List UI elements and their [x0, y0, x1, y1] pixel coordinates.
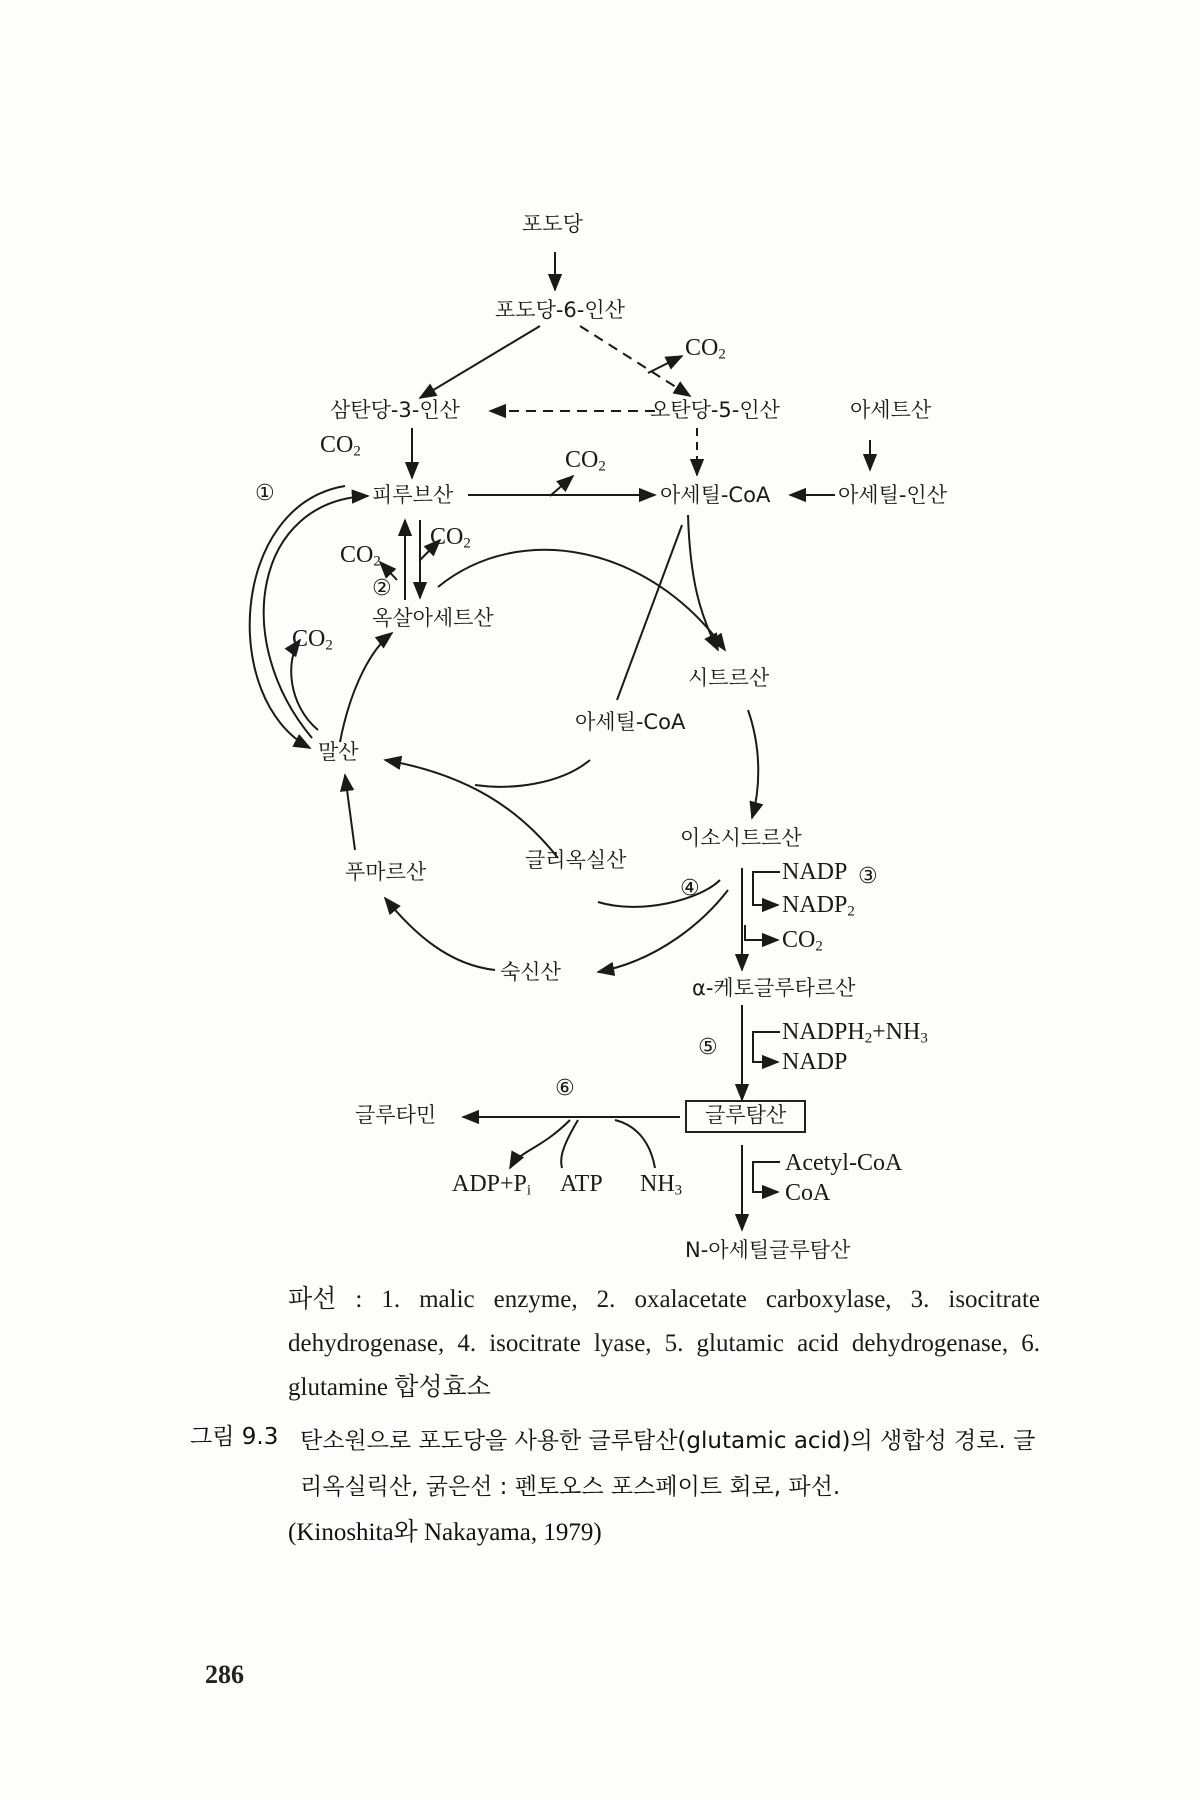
- cofactor-acetyl-coa: Acetyl-CoA: [785, 1150, 903, 1176]
- node-acetylcoa-mid: 아세틸-CoA: [575, 710, 686, 734]
- node-acetylcoa-top: 아세틸-CoA: [660, 483, 771, 507]
- co2-label-oaa-in: $CO_2$: [340, 542, 381, 570]
- figure-reference: (Kinoshita와 Nakayama, 1979): [288, 1519, 602, 1546]
- line-acetylcoa-malate: [475, 760, 590, 787]
- enzyme-marker-3: ③: [858, 864, 878, 889]
- arrow-co2-g6p: [648, 356, 682, 373]
- node-pyruvate: 피루브산: [372, 483, 454, 507]
- node-glutamate: 글루탐산: [685, 1100, 806, 1133]
- node-pentose: 오탄당-5-인산: [650, 398, 780, 422]
- enzyme-marker-4: ④: [680, 876, 700, 901]
- node-succinate: 숙신산: [500, 960, 561, 984]
- arrow-citrate-isocitrate: [748, 710, 758, 818]
- arrow-g6p-g3p: [420, 326, 540, 398]
- node-malate: 말산: [318, 740, 359, 764]
- co2-label-oaa-out: $CO_2$: [430, 524, 471, 552]
- cofactor-nadph2-nh3: $NADPH_2+NH_3$: [782, 1019, 928, 1047]
- node-akg: α-케토글루타르산: [692, 976, 856, 1000]
- arrow-fumarate-malate: [345, 775, 355, 850]
- arrow-succinate-fumarate: [385, 898, 495, 970]
- cofactor-nadp-out: NADP: [782, 1049, 848, 1075]
- co2-label-g6p: $CO_2$: [685, 335, 726, 363]
- arrow-oaa-citrate: [438, 550, 725, 650]
- enzyme-marker-1: ①: [255, 481, 275, 506]
- node-oxaloacetate: 옥살아세트산: [372, 606, 494, 630]
- node-n-acetylglutamate: N-아세틸글루탐산: [685, 1238, 851, 1262]
- dashed-line-notes: 파선 : 1. malic enzyme, 2. oxalacetate carboxylase, 3. isocitrate dehydrogenase, 4. isocitrate lyase, 5. glutamic acid dehydrogenase, 6. glutamine 합성효소: [288, 1286, 1040, 1401]
- figure-caption: 탄소원으로 포도당을 사용한 글루탐산(glutamic acid)의 생합성 경로. 글리옥실릭산, 굵은선 : 펜토오스 포스페이트 회로, 파선.: [300, 1428, 1036, 1500]
- cofactor-nh3-in: [615, 1120, 655, 1168]
- figure-label: 그림 9.3: [190, 1424, 279, 1450]
- co2-label-isocitrate: $CO_2$: [782, 927, 823, 955]
- arrow-isocitrate-succinate: [598, 890, 728, 972]
- node-glutamine: 글루타민: [355, 1103, 437, 1127]
- cofactor-co2-out: [745, 925, 778, 940]
- enzyme-marker-5: ⑤: [698, 1035, 718, 1060]
- cofactor-nadp: NADP: [782, 859, 848, 885]
- cofactor-atp-adp: [510, 1120, 578, 1168]
- cofactor-nh3: $NH_3$: [640, 1171, 683, 1199]
- node-g6p: 포도당-6-인산: [495, 298, 625, 322]
- node-fumarate: 푸마르산: [345, 860, 427, 884]
- node-g3p: 삼탄당-3-인산: [330, 398, 460, 422]
- page-number: 286: [205, 1660, 244, 1689]
- cofactor-nadph-in: [753, 1032, 780, 1062]
- cofactor-atp: ATP: [560, 1171, 603, 1197]
- arrow-co2-pyruvate: [550, 476, 573, 496]
- arrow-isocitrate-glyoxylate: [598, 876, 720, 907]
- node-glucose: 포도당: [522, 212, 583, 236]
- co2-label-g3p: $CO_2$: [320, 432, 361, 460]
- cofactor-coa: CoA: [785, 1180, 831, 1206]
- arrow-glyoxylate-malate: [385, 760, 558, 858]
- node-isocitrate: 이소시트르산: [680, 826, 802, 850]
- co2-label-pyruvate: $CO_2$: [565, 447, 606, 475]
- arrow-malate-oaa: [340, 633, 392, 742]
- cofactor-nadp-in: [753, 872, 780, 905]
- enzyme-marker-2: ②: [372, 576, 392, 601]
- arrow-acetylcoa-citrate: [688, 515, 718, 650]
- arrow-malate-pyruvate: [264, 496, 368, 738]
- node-acetate: 아세트산: [850, 398, 932, 422]
- cofactor-nadph: $NADP_2$: [782, 892, 855, 920]
- cofactor-adp-pi: $ADP+P_i$: [452, 1171, 532, 1199]
- cofactor-acetylcoa: [753, 1162, 780, 1192]
- node-citrate: 시트르산: [688, 666, 770, 690]
- enzyme-marker-6: ⑥: [555, 1076, 575, 1101]
- node-glyoxylate: 글리옥실산: [525, 848, 627, 872]
- node-acetyl-phosphate: 아세틸-인산: [838, 483, 948, 507]
- co2-label-malate: $CO_2$: [292, 626, 333, 654]
- line-acetylcoa-mid: [617, 525, 682, 700]
